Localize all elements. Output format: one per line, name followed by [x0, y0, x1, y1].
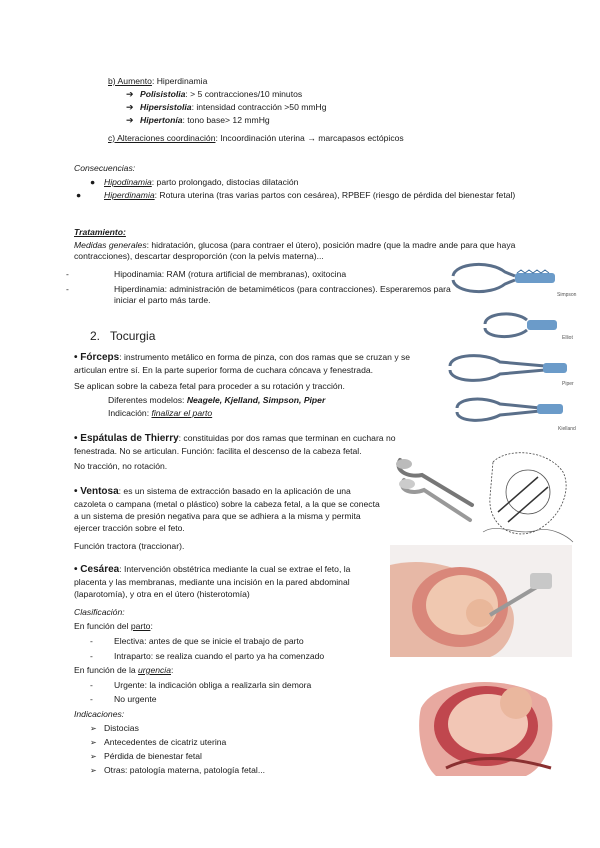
parto-item: - Electiva: antes de que se inicie el trabajo de parto: [90, 636, 304, 646]
espatulas-line2: No tracción, no rotación.: [74, 461, 168, 471]
espatulas-paragraph: • Espátulas de Thierry: constituidas por dos ramas que terminan en cuchara no fenestrada. No se articulan. Función: facilita el descenso de la cabeza fetal.: [74, 433, 396, 456]
chevron-right-icon: ➢: [90, 724, 97, 733]
clasificacion-title: Clasificación:: [74, 607, 125, 617]
urgencia-item: - Urgente: la indicación obliga a realizarla sin demora: [90, 680, 312, 690]
forceps-paragraph: • Fórceps: instrumento metálico en forma de pinza, con dos ramas que se cruzan y se articulan entre sí. En la parte superior forma de cuchara cóncava y fenestrada.: [74, 352, 411, 375]
figure-label: Kielland: [558, 426, 576, 432]
indicaciones-item: ➢ Otras: patología materna, patología fetal...: [90, 765, 265, 775]
tratamiento-item: - Hiperdinamia: administración de betamiméticos (para contracciones). Esperaremos para iniciar el parto más tarde.: [66, 284, 451, 305]
aumento-item: ➔ Hipertonía: tono base> 12 mmHg: [126, 115, 270, 125]
chevron-right-icon: ➢: [90, 738, 97, 747]
indicaciones-item: ➢ Antecedentes de cicatriz uterina: [90, 737, 227, 747]
arrow-right-icon: ➔: [126, 115, 134, 125]
parto-heading: En función del parto:: [74, 621, 153, 631]
indicaciones-item: ➢ Distocias: [90, 723, 139, 733]
tratamiento-medidas: Medidas generales: hidratación, glucosa (para contraer el útero), posición madre (que la madre ande para que haya contracciones), descartar desproporción (con la pelvis materna)...: [74, 240, 516, 261]
indicaciones-title: Indicaciones:: [74, 709, 125, 719]
ventosa-illustration: [390, 545, 572, 657]
espatulas-illustration: [392, 450, 482, 530]
vacuum-cup-icon: [530, 573, 552, 589]
consecuencias-item: ● Hiperdinamia: Rotura uterina (tras varias partos con cesárea), RPBEF (riesgo de pérdida del bienestar fetal): [76, 190, 516, 200]
urgencia-item: - No urgente: [90, 694, 157, 704]
figure-label: Simpson: [557, 292, 577, 298]
cesarea-paragraph: • Cesárea: Intervención obstétrica mediante la cual se extrae el feto, la placenta y las membranas, mediante una incisión en la pared abdominal (laparotomía), y otra en el útero (histerotomía): [74, 564, 351, 599]
aumento-heading: b) Aumento: Hiperdinamia: [108, 76, 208, 86]
forceps-modelos: Diferentes modelos: Neagele, Kjelland, Simpson, Piper: [108, 395, 326, 405]
ventosa-paragraph: • Ventosa: es un sistema de extracción basado en la aplicación de una cazoleta o campana (metal o plástico) sobre la cabeza fetal, a la que se conecta a un sistema de presión negativa para que se adhiera a la misma y permita ejercer tracción sobre el feto.: [74, 486, 380, 533]
aumento-item: ➔ Hipersistolia: intensidad contracción >50 mmHg: [126, 102, 327, 112]
forceps-line2: Se aplican sobre la cabeza fetal para proceder a su rotación y tracción.: [74, 381, 345, 391]
indicaciones-item: ➢ Pérdida de bienestar fetal: [90, 751, 202, 761]
coordinacion-heading: c) Alteraciones coordinación: Incoordinación uterina → marcapasos ectópicos: [108, 133, 404, 143]
tratamiento-title: Tratamiento:: [74, 227, 126, 237]
cesarea-illustration: [416, 668, 558, 776]
consecuencias-item: ● Hipodinamia: parto prolongado, distocias dilatación: [90, 177, 299, 187]
forceps-models-illustration: [445, 258, 575, 423]
forceps-piper-icon: [450, 356, 567, 381]
figure-label: Piper: [562, 381, 574, 387]
aumento-item: ➔ Polisistolia: > 5 contracciones/10 minutos: [126, 89, 303, 99]
forceps-elliot-icon: [485, 314, 557, 337]
ventosa-line2: Función tractora (traccionar).: [74, 541, 185, 551]
bullet-icon: ●: [76, 190, 82, 200]
urgencia-heading: En función de la urgencia:: [74, 665, 174, 675]
forceps-kielland-icon: [457, 399, 563, 420]
arrow-right-icon: ➔: [126, 89, 134, 99]
tratamiento-item: - Hipodinamia: RAM (rotura artificial de membranas), oxitocina: [66, 269, 347, 279]
aumento-label: b) Aumento: [108, 76, 152, 86]
forceps-simpson-icon: [453, 264, 555, 291]
section-heading: 2. Tocurgia: [90, 329, 156, 343]
figure-label: Elliot: [562, 335, 573, 341]
consecuencias-title: Consecuencias:: [74, 163, 136, 173]
espatulas-sketch-illustration: [478, 442, 578, 547]
arrow-right-icon: ➔: [126, 102, 134, 112]
parto-item: - Intraparto: se realiza cuando el parto ya ha comenzado: [90, 651, 325, 661]
chevron-right-icon: ➢: [90, 766, 97, 775]
forceps-indicacion: Indicación: finalizar el parto: [108, 408, 213, 418]
chevron-right-icon: ➢: [90, 752, 97, 761]
bullet-icon: ●: [90, 177, 96, 187]
